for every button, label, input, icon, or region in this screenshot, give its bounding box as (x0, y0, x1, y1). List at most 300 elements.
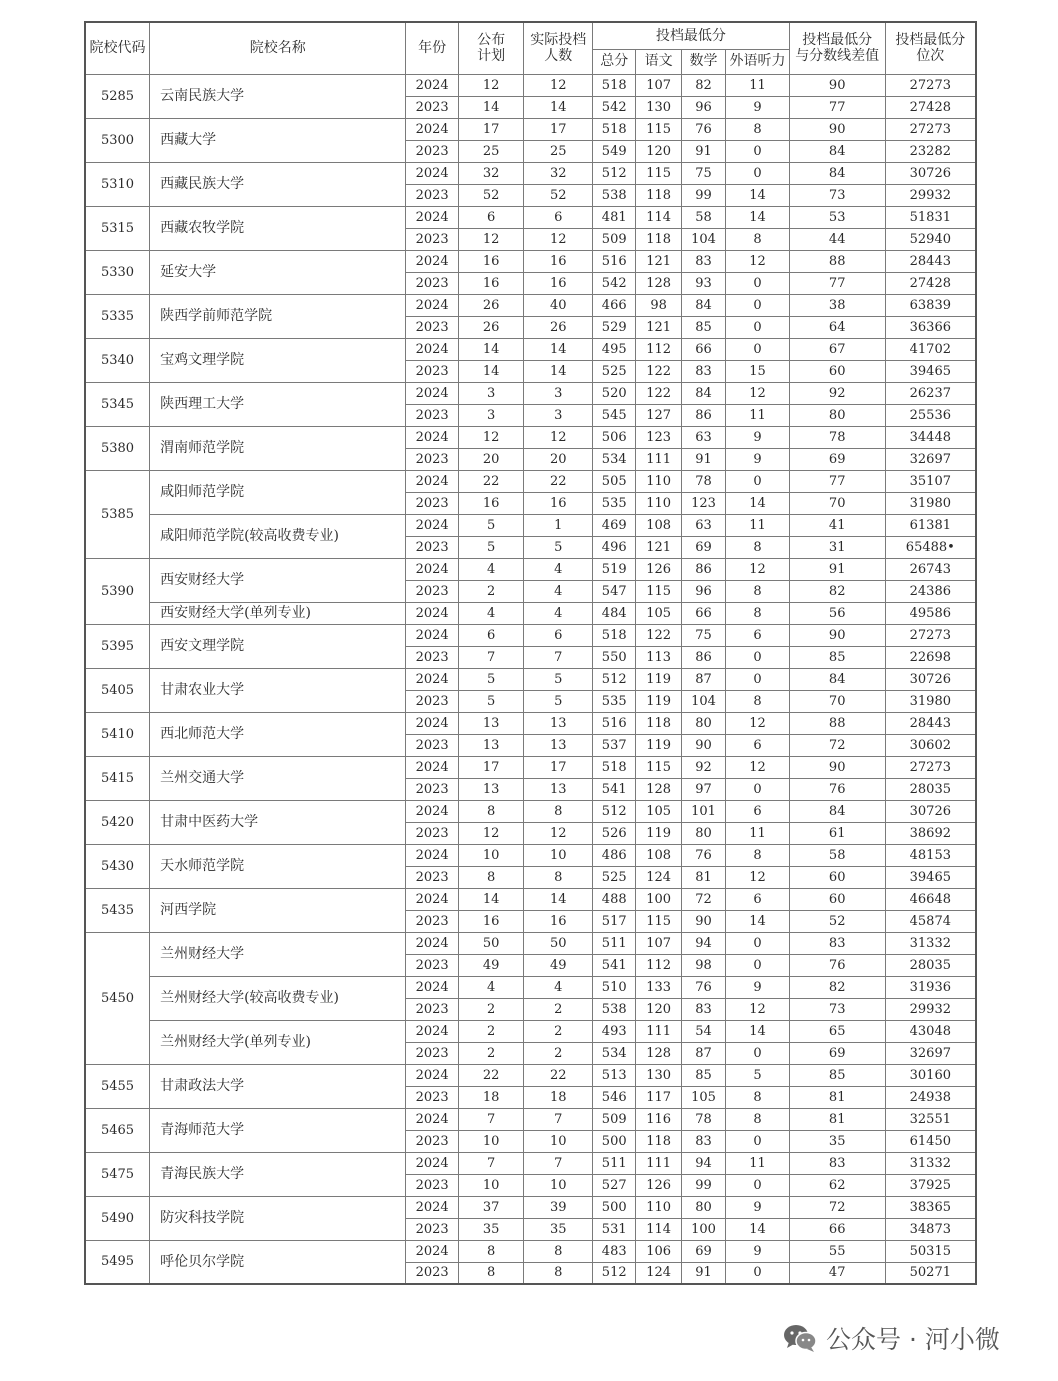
cell-plan: 16 (458, 272, 524, 294)
cell-rank: 46648 (885, 888, 976, 910)
cell-diff: 77 (789, 96, 885, 118)
cell-school-name: 西藏农牧学院 (150, 206, 406, 250)
cell-chinese: 115 (636, 118, 681, 140)
cell-plan: 10 (458, 1174, 524, 1196)
cell-rank: 27273 (885, 74, 976, 96)
cell-total: 518 (593, 756, 636, 778)
cell-chinese: 127 (636, 404, 681, 426)
cell-plan: 14 (458, 96, 524, 118)
cell-total: 486 (593, 844, 636, 866)
cell-total: 534 (593, 448, 636, 470)
cell-actual: 32 (524, 162, 593, 184)
cell-plan: 4 (458, 976, 524, 998)
cell-chinese: 119 (636, 822, 681, 844)
cell-diff: 83 (789, 932, 885, 954)
cell-total: 493 (593, 1020, 636, 1042)
cell-school-name: 陕西学前师范学院 (150, 294, 406, 338)
cell-foreign: 8 (726, 844, 790, 866)
cell-year: 2023 (406, 822, 458, 844)
table-row (85, 558, 976, 580)
cell-math: 84 (681, 382, 725, 404)
cell-rank: 48153 (885, 844, 976, 866)
header-min-score-group: 投档最低分 (593, 22, 790, 49)
cell-diff: 58 (789, 844, 885, 866)
cell-plan: 10 (458, 1130, 524, 1152)
cell-math: 94 (681, 1152, 725, 1174)
cell-school-name: 甘肃政法大学 (150, 1064, 406, 1108)
cell-foreign: 0 (726, 1262, 790, 1284)
cell-actual: 52 (524, 184, 593, 206)
cell-plan: 2 (458, 1042, 524, 1064)
cell-year: 2024 (406, 514, 458, 536)
cell-year: 2023 (406, 96, 458, 118)
cell-actual: 16 (524, 272, 593, 294)
cell-math: 87 (681, 668, 725, 690)
cell-chinese: 105 (636, 800, 681, 822)
cell-chinese: 112 (636, 338, 681, 360)
cell-plan: 3 (458, 404, 524, 426)
cell-diff: 78 (789, 426, 885, 448)
cell-total: 513 (593, 1064, 636, 1086)
cell-school-code: 5390 (85, 558, 150, 624)
cell-rank: 30160 (885, 1064, 976, 1086)
table-row (85, 470, 976, 492)
cell-school-name: 宝鸡文理学院 (150, 338, 406, 382)
cell-year: 2024 (406, 250, 458, 272)
cell-year: 2023 (406, 184, 458, 206)
cell-total: 500 (593, 1130, 636, 1152)
cell-math: 66 (681, 602, 725, 624)
cell-total: 483 (593, 1240, 636, 1262)
cell-plan: 12 (458, 426, 524, 448)
cell-foreign: 0 (726, 646, 790, 668)
cell-school-code: 5410 (85, 712, 150, 756)
table-row (85, 1020, 976, 1042)
cell-school-name: 兰州财经大学 (150, 932, 406, 976)
cell-plan: 35 (458, 1218, 524, 1240)
cell-year: 2023 (406, 1218, 458, 1240)
cell-rank: 30726 (885, 162, 976, 184)
cell-year: 2024 (406, 1108, 458, 1130)
cell-school-name: 青海师范大学 (150, 1108, 406, 1152)
cell-year: 2023 (406, 646, 458, 668)
cell-math: 83 (681, 360, 725, 382)
cell-math: 85 (681, 316, 725, 338)
table-row (85, 294, 976, 316)
cell-rank: 38365 (885, 1196, 976, 1218)
cell-actual: 14 (524, 360, 593, 382)
cell-rank: 22698 (885, 646, 976, 668)
cell-school-name: 西藏大学 (150, 118, 406, 162)
cell-foreign: 8 (726, 690, 790, 712)
cell-foreign: 8 (726, 602, 790, 624)
cell-rank: 45874 (885, 910, 976, 932)
cell-foreign: 11 (726, 74, 790, 96)
cell-plan: 26 (458, 316, 524, 338)
cell-total: 520 (593, 382, 636, 404)
cell-actual: 8 (524, 800, 593, 822)
cell-year: 2024 (406, 426, 458, 448)
cell-actual: 13 (524, 712, 593, 734)
cell-chinese: 122 (636, 624, 681, 646)
cell-rank: 63839 (885, 294, 976, 316)
cell-foreign: 0 (726, 470, 790, 492)
cell-plan: 5 (458, 690, 524, 712)
cell-school-code: 5385 (85, 470, 150, 558)
table-row (85, 602, 976, 624)
cell-math: 84 (681, 294, 725, 316)
cell-diff: 67 (789, 338, 885, 360)
cell-rank: 30726 (885, 668, 976, 690)
cell-chinese: 130 (636, 96, 681, 118)
cell-school-name: 咸阳师范学院(较高收费专业) (150, 514, 406, 558)
cell-chinese: 105 (636, 602, 681, 624)
cell-math: 86 (681, 558, 725, 580)
cell-year: 2023 (406, 404, 458, 426)
cell-plan: 6 (458, 624, 524, 646)
cell-actual: 25 (524, 140, 593, 162)
cell-chinese: 117 (636, 1086, 681, 1108)
cell-rank: 31980 (885, 492, 976, 514)
cell-math: 63 (681, 426, 725, 448)
cell-foreign: 8 (726, 536, 790, 558)
cell-year: 2023 (406, 1262, 458, 1284)
cell-actual: 20 (524, 448, 593, 470)
cell-school-name: 青海民族大学 (150, 1152, 406, 1196)
table-row (85, 514, 976, 536)
cell-plan: 50 (458, 932, 524, 954)
cell-foreign: 14 (726, 1218, 790, 1240)
cell-rank: 34873 (885, 1218, 976, 1240)
cell-math: 90 (681, 910, 725, 932)
cell-diff: 82 (789, 976, 885, 998)
cell-plan: 18 (458, 1086, 524, 1108)
cell-math: 69 (681, 536, 725, 558)
cell-diff: 82 (789, 580, 885, 602)
cell-year: 2023 (406, 140, 458, 162)
cell-diff: 66 (789, 1218, 885, 1240)
cell-plan: 20 (458, 448, 524, 470)
cell-actual: 22 (524, 470, 593, 492)
cell-foreign: 0 (726, 932, 790, 954)
cell-school-name: 西藏民族大学 (150, 162, 406, 206)
table-row (85, 712, 976, 734)
cell-diff: 56 (789, 602, 885, 624)
cell-math: 80 (681, 712, 725, 734)
table-row (85, 624, 976, 646)
cell-plan: 8 (458, 866, 524, 888)
cell-foreign: 9 (726, 448, 790, 470)
cell-diff: 90 (789, 74, 885, 96)
cell-plan: 8 (458, 800, 524, 822)
cell-diff: 81 (789, 1086, 885, 1108)
cell-actual: 13 (524, 778, 593, 800)
cell-plan: 52 (458, 184, 524, 206)
cell-math: 104 (681, 228, 725, 250)
cell-chinese: 115 (636, 756, 681, 778)
cell-school-name: 防灾科技学院 (150, 1196, 406, 1240)
cell-rank: 24938 (885, 1086, 976, 1108)
cell-actual: 16 (524, 492, 593, 514)
cell-chinese: 128 (636, 1042, 681, 1064)
cell-actual: 4 (524, 558, 593, 580)
cell-math: 86 (681, 646, 725, 668)
header-rank: 投档最低分 位次 (885, 22, 976, 74)
cell-rank: 31936 (885, 976, 976, 998)
cell-school-code: 5380 (85, 426, 150, 470)
table-row (85, 1064, 976, 1086)
cell-diff: 80 (789, 404, 885, 426)
cell-school-code: 5395 (85, 624, 150, 668)
cell-total: 509 (593, 228, 636, 250)
cell-math: 76 (681, 118, 725, 140)
cell-chinese: 119 (636, 668, 681, 690)
cell-math: 76 (681, 976, 725, 998)
cell-total: 488 (593, 888, 636, 910)
cell-year: 2024 (406, 206, 458, 228)
cell-total: 466 (593, 294, 636, 316)
cell-school-code: 5435 (85, 888, 150, 932)
cell-plan: 16 (458, 492, 524, 514)
cell-diff: 76 (789, 954, 885, 976)
cell-foreign: 12 (726, 250, 790, 272)
header-foreign: 外语听力 (726, 49, 790, 74)
header-year: 年份 (406, 22, 458, 74)
cell-math: 63 (681, 514, 725, 536)
cell-plan: 32 (458, 162, 524, 184)
cell-chinese: 121 (636, 250, 681, 272)
cell-diff: 72 (789, 1196, 885, 1218)
cell-year: 2023 (406, 1086, 458, 1108)
cell-math: 91 (681, 448, 725, 470)
cell-diff: 73 (789, 998, 885, 1020)
cell-math: 99 (681, 184, 725, 206)
cell-total: 535 (593, 492, 636, 514)
cell-year: 2023 (406, 272, 458, 294)
cell-foreign: 0 (726, 954, 790, 976)
cell-school-name: 西北师范大学 (150, 712, 406, 756)
cell-school-name: 咸阳师范学院 (150, 470, 406, 514)
cell-year: 2023 (406, 866, 458, 888)
cell-math: 66 (681, 338, 725, 360)
cell-plan: 14 (458, 360, 524, 382)
cell-diff: 38 (789, 294, 885, 316)
cell-year: 2023 (406, 360, 458, 382)
cell-foreign: 9 (726, 426, 790, 448)
cell-year: 2024 (406, 800, 458, 822)
cell-plan: 16 (458, 250, 524, 272)
cell-school-name: 渭南师范学院 (150, 426, 406, 470)
cell-school-code: 5285 (85, 74, 150, 118)
cell-chinese: 111 (636, 1152, 681, 1174)
cell-math: 123 (681, 492, 725, 514)
cell-rank: 24386 (885, 580, 976, 602)
cell-diff: 60 (789, 360, 885, 382)
cell-year: 2023 (406, 998, 458, 1020)
cell-chinese: 124 (636, 866, 681, 888)
cell-total: 535 (593, 690, 636, 712)
cell-foreign: 12 (726, 998, 790, 1020)
cell-actual: 2 (524, 1020, 593, 1042)
cell-actual: 8 (524, 1262, 593, 1284)
cell-diff: 65 (789, 1020, 885, 1042)
cell-actual: 26 (524, 316, 593, 338)
cell-chinese: 115 (636, 162, 681, 184)
cell-school-name: 天水师范学院 (150, 844, 406, 888)
cell-foreign: 14 (726, 1020, 790, 1042)
cell-chinese: 133 (636, 976, 681, 998)
cell-year: 2024 (406, 118, 458, 140)
cell-school-code: 5345 (85, 382, 150, 426)
cell-chinese: 107 (636, 932, 681, 954)
cell-rank: 27273 (885, 624, 976, 646)
cell-year: 2023 (406, 228, 458, 250)
cell-chinese: 120 (636, 998, 681, 1020)
cell-foreign: 0 (726, 668, 790, 690)
cell-rank: 31332 (885, 1152, 976, 1174)
cell-actual: 3 (524, 404, 593, 426)
cell-diff: 69 (789, 448, 885, 470)
cell-math: 81 (681, 866, 725, 888)
cell-total: 516 (593, 712, 636, 734)
cell-plan: 10 (458, 844, 524, 866)
cell-foreign: 11 (726, 822, 790, 844)
cell-actual: 6 (524, 206, 593, 228)
table-row (85, 888, 976, 910)
cell-year: 2023 (406, 690, 458, 712)
cell-actual: 16 (524, 250, 593, 272)
cell-diff: 90 (789, 118, 885, 140)
cell-math: 58 (681, 206, 725, 228)
watermark (782, 1320, 1000, 1356)
cell-diff: 70 (789, 492, 885, 514)
cell-math: 69 (681, 1240, 725, 1262)
cell-diff: 77 (789, 470, 885, 492)
cell-plan: 5 (458, 668, 524, 690)
cell-chinese: 118 (636, 1130, 681, 1152)
cell-year: 2023 (406, 448, 458, 470)
cell-actual: 18 (524, 1086, 593, 1108)
table-row (85, 206, 976, 228)
cell-school-code: 5415 (85, 756, 150, 800)
header-name: 院校名称 (150, 22, 406, 74)
cell-total: 518 (593, 118, 636, 140)
cell-diff: 60 (789, 888, 885, 910)
cell-plan: 22 (458, 1064, 524, 1086)
cell-school-code: 5475 (85, 1152, 150, 1196)
cell-math: 91 (681, 140, 725, 162)
cell-rank: 28443 (885, 712, 976, 734)
cell-rank: 39465 (885, 360, 976, 382)
cell-school-code: 5450 (85, 932, 150, 1064)
cell-chinese: 119 (636, 734, 681, 756)
admission-score-table (84, 21, 977, 1285)
table-row (85, 844, 976, 866)
cell-actual: 3 (524, 382, 593, 404)
cell-total: 505 (593, 470, 636, 492)
cell-total: 481 (593, 206, 636, 228)
cell-actual: 12 (524, 426, 593, 448)
cell-chinese: 119 (636, 690, 681, 712)
cell-year: 2024 (406, 558, 458, 580)
cell-rank: 25536 (885, 404, 976, 426)
cell-school-name: 兰州财经大学(较高收费专业) (150, 976, 406, 1020)
cell-school-code: 5465 (85, 1108, 150, 1152)
cell-total: 517 (593, 910, 636, 932)
table-row (85, 1240, 976, 1262)
cell-plan: 13 (458, 778, 524, 800)
cell-rank: 65488• (885, 536, 976, 558)
cell-chinese: 114 (636, 1218, 681, 1240)
cell-school-name: 兰州交通大学 (150, 756, 406, 800)
table-row (85, 1108, 976, 1130)
cell-foreign: 14 (726, 910, 790, 932)
cell-rank: 51831 (885, 206, 976, 228)
cell-diff: 60 (789, 866, 885, 888)
cell-plan: 12 (458, 822, 524, 844)
cell-chinese: 106 (636, 1240, 681, 1262)
cell-school-name: 延安大学 (150, 250, 406, 294)
cell-actual: 49 (524, 954, 593, 976)
cell-total: 542 (593, 96, 636, 118)
cell-total: 549 (593, 140, 636, 162)
cell-rank: 27428 (885, 96, 976, 118)
cell-foreign: 6 (726, 888, 790, 910)
cell-total: 547 (593, 580, 636, 602)
cell-total: 495 (593, 338, 636, 360)
cell-total: 546 (593, 1086, 636, 1108)
cell-year: 2024 (406, 162, 458, 184)
table-row (85, 800, 976, 822)
cell-plan: 14 (458, 338, 524, 360)
cell-actual: 4 (524, 580, 593, 602)
wechat-icon (782, 1323, 818, 1353)
cell-diff: 91 (789, 558, 885, 580)
cell-actual: 8 (524, 1240, 593, 1262)
cell-rank: 41702 (885, 338, 976, 360)
header-diff: 投档最低分 与分数线差值 (789, 22, 885, 74)
cell-actual: 50 (524, 932, 593, 954)
cell-actual: 4 (524, 602, 593, 624)
cell-math: 78 (681, 470, 725, 492)
cell-plan: 16 (458, 910, 524, 932)
cell-math: 85 (681, 1064, 725, 1086)
cell-school-code: 5330 (85, 250, 150, 294)
cell-total: 538 (593, 184, 636, 206)
cell-diff: 62 (789, 1174, 885, 1196)
cell-year: 2023 (406, 492, 458, 514)
header-actual: 实际投档 人数 (524, 22, 593, 74)
cell-total: 509 (593, 1108, 636, 1130)
cell-math: 90 (681, 734, 725, 756)
cell-rank: 27273 (885, 756, 976, 778)
cell-total: 511 (593, 1152, 636, 1174)
cell-math: 75 (681, 624, 725, 646)
cell-chinese: 115 (636, 580, 681, 602)
cell-year: 2023 (406, 954, 458, 976)
cell-rank: 31980 (885, 690, 976, 712)
cell-rank: 26743 (885, 558, 976, 580)
cell-year: 2023 (406, 316, 458, 338)
cell-chinese: 124 (636, 1262, 681, 1284)
cell-chinese: 126 (636, 1174, 681, 1196)
cell-chinese: 110 (636, 1196, 681, 1218)
cell-actual: 6 (524, 624, 593, 646)
cell-year: 2024 (406, 932, 458, 954)
cell-year: 2024 (406, 1020, 458, 1042)
cell-foreign: 6 (726, 624, 790, 646)
cell-school-name: 甘肃中医药大学 (150, 800, 406, 844)
